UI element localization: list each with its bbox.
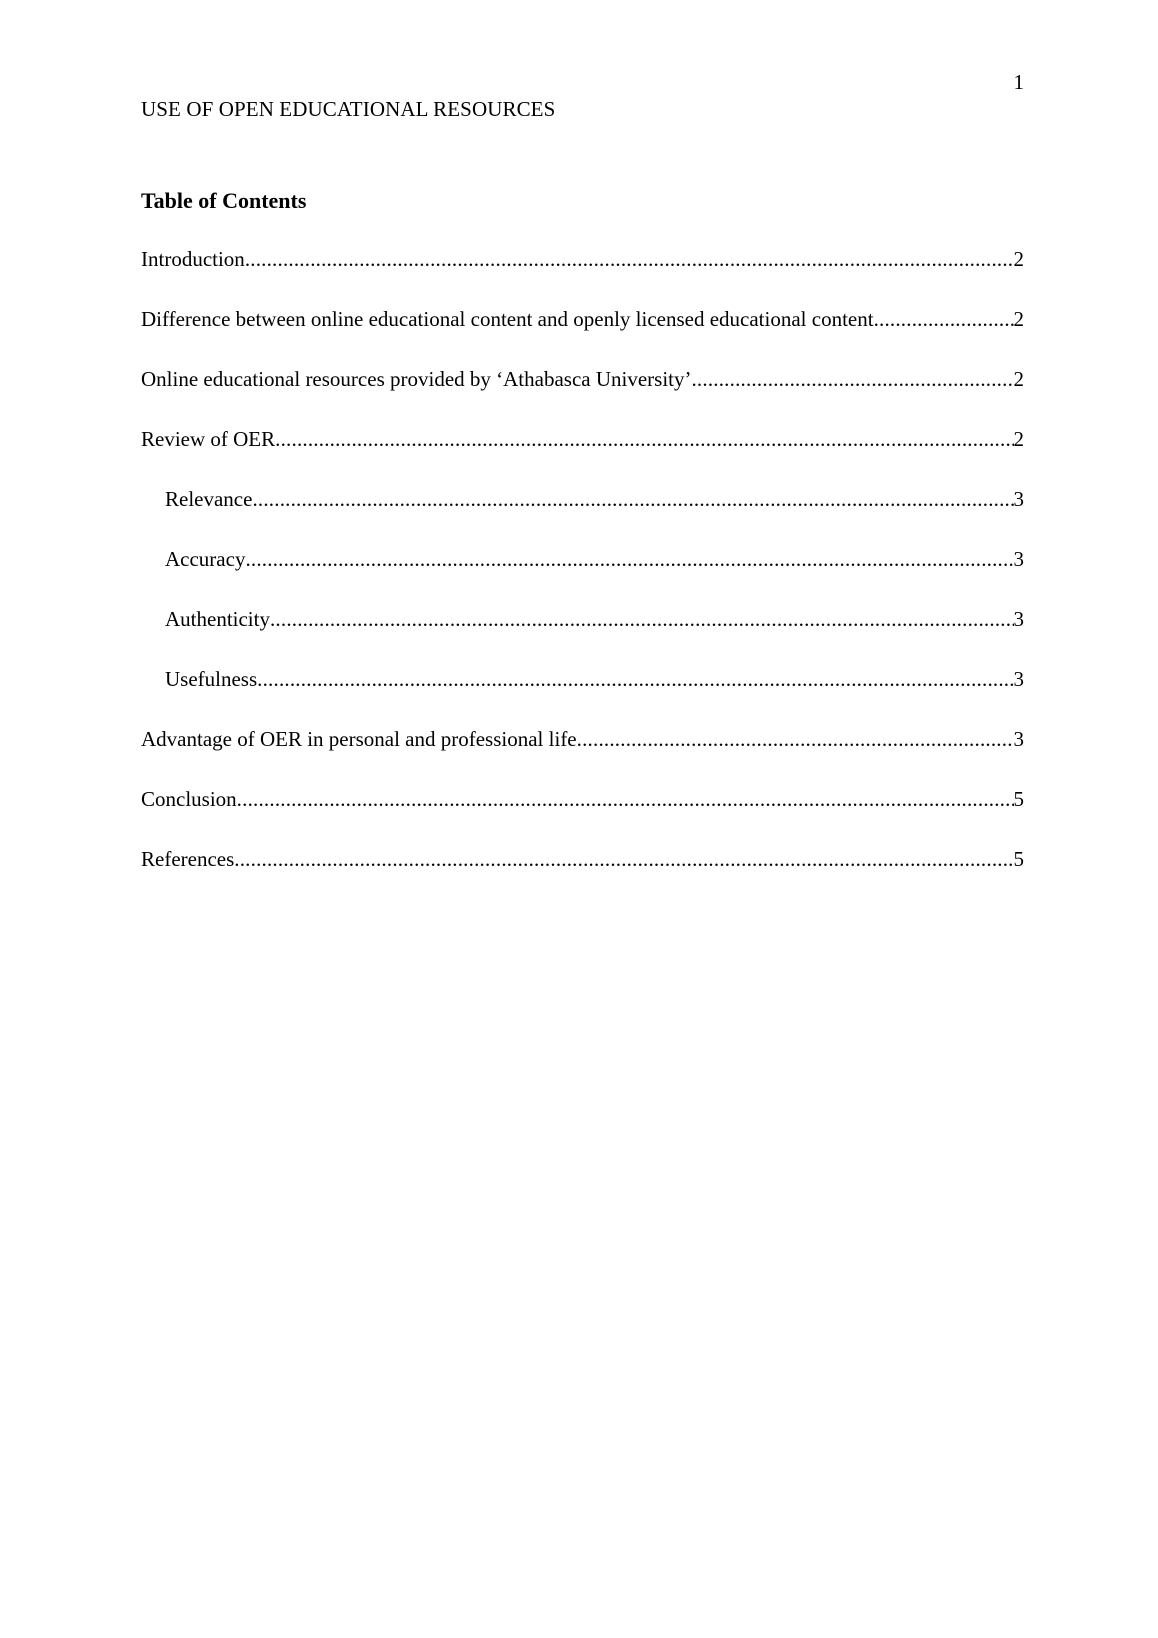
toc-entry-label: Advantage of OER in personal and professional life — [141, 727, 577, 751]
toc-entry-difference[interactable] — [141, 306, 1024, 366]
toc-entry-label: Introduction — [141, 247, 245, 271]
toc-entry-page: 3 — [1013, 727, 1024, 751]
toc-dot-leader — [245, 246, 1014, 272]
toc-entry-accuracy[interactable] — [141, 546, 1024, 606]
toc-entry-page: 2 — [1013, 247, 1024, 271]
toc-dot-leader — [874, 306, 1014, 332]
toc-entry-introduction[interactable] — [141, 246, 1024, 306]
toc-dot-leader — [257, 666, 1013, 692]
toc-entry-label: Authenticity — [165, 607, 270, 631]
toc-entry-page: 2 — [1013, 307, 1024, 331]
toc-entry-relevance[interactable] — [141, 486, 1024, 546]
toc-dot-leader — [270, 606, 1014, 632]
toc-entry-page: 5 — [1013, 847, 1024, 871]
toc-dot-leader — [245, 546, 1013, 572]
toc-entry-advantage[interactable] — [141, 726, 1024, 786]
toc-entry-review-of-oer[interactable] — [141, 426, 1024, 486]
toc-entry-page: 2 — [1013, 427, 1024, 451]
toc-entry-label: References — [141, 847, 235, 871]
toc-entry-page: 5 — [1013, 787, 1024, 811]
toc-entry-conclusion[interactable] — [141, 786, 1024, 846]
table-of-contents — [141, 246, 1024, 906]
toc-dot-leader — [234, 846, 1013, 872]
toc-entry-label: Online educational resources provided by ‘Athabasca University’ — [141, 367, 692, 391]
toc-entry-label: Relevance — [165, 487, 253, 511]
toc-entry-page: 3 — [1013, 667, 1024, 691]
toc-entry-label: Conclusion — [141, 787, 237, 811]
running-head: USE OF OPEN EDUCATIONAL RESOURCES — [141, 97, 556, 121]
toc-entry-online-resources[interactable] — [141, 366, 1024, 426]
toc-entry-label: Difference between online educational content and openly licensed educational content — [141, 307, 874, 331]
toc-dot-leader — [252, 486, 1013, 512]
toc-entry-page: 2 — [1013, 367, 1024, 391]
toc-entry-page: 3 — [1013, 607, 1024, 631]
toc-dot-leader — [275, 426, 1013, 452]
toc-entry-label: Accuracy — [165, 547, 246, 571]
toc-entry-label: Usefulness — [165, 667, 258, 691]
toc-entry-references[interactable] — [141, 846, 1024, 906]
page-number: 1 — [1013, 70, 1024, 94]
toc-entry-page: 3 — [1013, 547, 1024, 571]
toc-entry-page: 3 — [1013, 487, 1024, 511]
toc-entry-usefulness[interactable] — [141, 666, 1024, 726]
toc-title: Table of Contents — [141, 188, 307, 213]
toc-dot-leader — [577, 726, 1014, 752]
toc-entry-authenticity[interactable] — [141, 606, 1024, 666]
toc-dot-leader — [237, 786, 1014, 812]
toc-entry-label: Review of OER — [141, 427, 276, 451]
toc-dot-leader — [691, 366, 1013, 392]
